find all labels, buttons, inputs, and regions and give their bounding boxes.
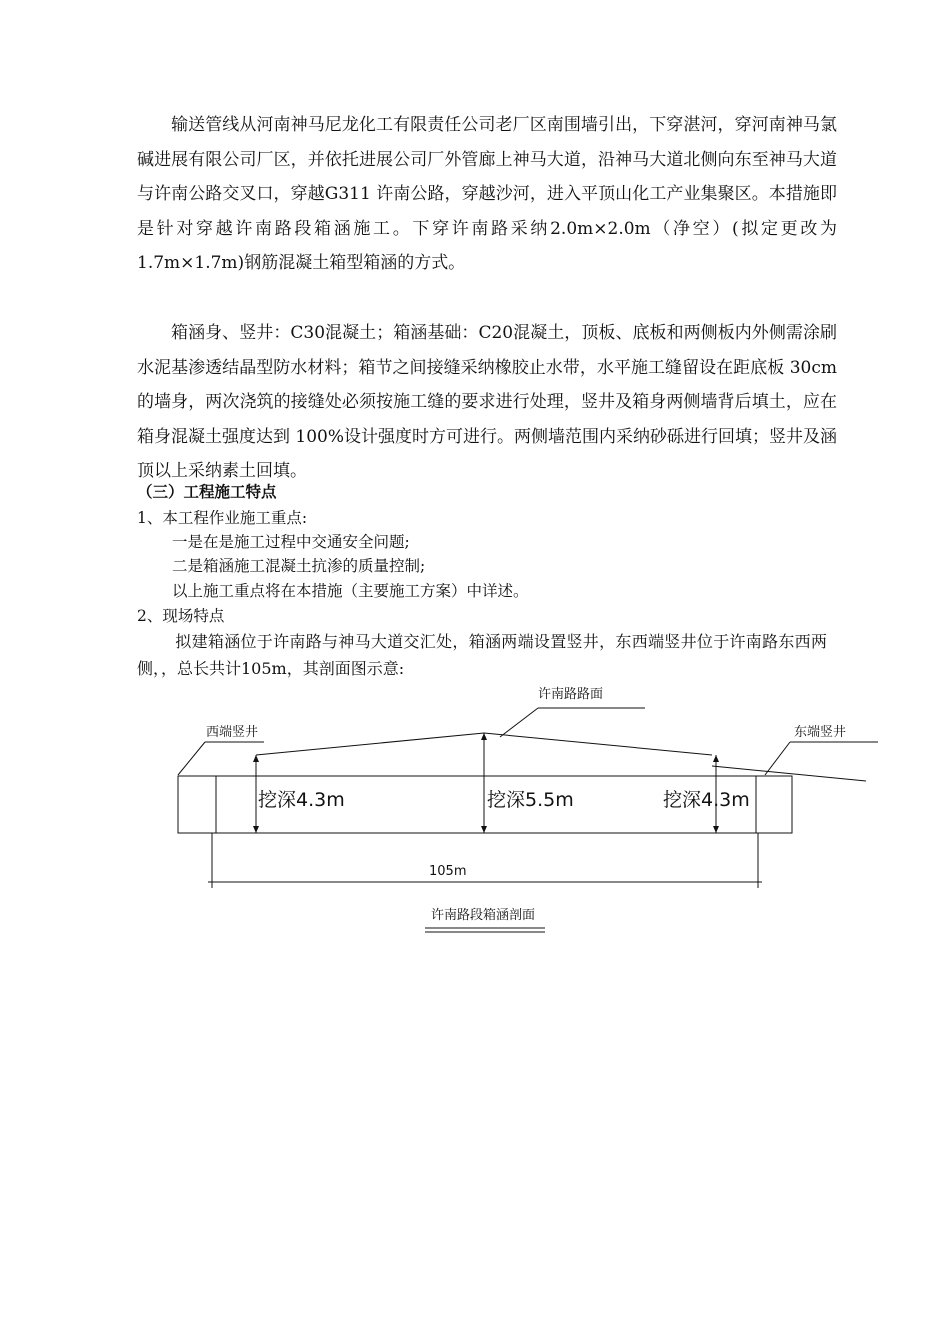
ground-line-east [712,766,866,781]
west-shaft-leader [178,742,205,775]
east-shaft-label: 东端竖井 [794,725,847,740]
list-item-1: 1、本工程作业施工重点: [137,509,308,527]
arrow-head [713,826,719,833]
arrow-head [481,826,487,833]
road-surface-label: 许南路路面 [538,687,604,702]
arrow-head [481,733,487,740]
east-shaft-leader [765,742,790,775]
list-subitem: 以上施工重点将在本措施（主要施工方案）中详述。 [172,582,529,600]
depth-label-left: 挖深4.3m [258,789,345,811]
depth-label-right: 挖深4.3m [663,789,750,811]
list-subitem: 一是在是施工过程中交通安全问题; [172,533,410,551]
arrow-head [253,826,259,833]
materials-paragraph: 箱涵身、竖井：C30混凝土；箱涵基础：C20混凝土，顶板、底板和两侧板内外侧需涂刷水泥基渗透结晶型防水材料；箱节之间接缝采纳橡胶止水带，水平施工缝留设在距底板 30cm 的墙身，两次浇筑的接缝处必须按施工缝的要求进行处理，竖井及箱身两侧墙背后填土，应在箱身混凝土强度达到 100%设计强度时方可进行。两侧墙范围内采纳砂砾进行回填；竖井及涵顶以上采纳素土回填。 [137,323,838,481]
west-shaft-label: 西端竖井 [206,725,259,740]
diagram-caption: 许南路段箱涵剖面 [431,908,536,923]
section-heading: （三）工程施工特点 [137,483,277,501]
arrow-head [253,755,259,762]
arrow-head [713,755,719,762]
site-paragraph: 拟建箱涵位于许南路与神马大道交汇处，箱涵两端设置竖井，东西端竖井位于许南路东西两侧，，总长共计105m，其剖面图示意: [137,632,827,678]
length-label: 105m [429,864,467,879]
depth-label-mid: 挖深5.5m [487,789,574,811]
road-label-leader [500,708,538,737]
intro-paragraph: 输送管线从河南神马尼龙化工有限责任公司老厂区南围墙引出，下穿湛河，穿河南神马氯碱进展有限公司厂区，并依托进展公司厂外管廊上神马大道，沿神马大道北侧向东至神马大道与许南公路交叉口，穿越G311 许南公路，穿越沙河，进入平顶山化工产业集聚区。本措施即是针对穿越许南路段箱涵施工。下穿许南路采纳2.0m×2.0m（净空）(拟定更改为1.7m×1.7m)钢筋混凝土箱型箱涵的方式。 [137,115,837,273]
list-subitem: 二是箱涵施工混凝土抗渗的质量控制; [172,557,426,575]
list-item-2: 2、现场特点 [137,607,225,625]
